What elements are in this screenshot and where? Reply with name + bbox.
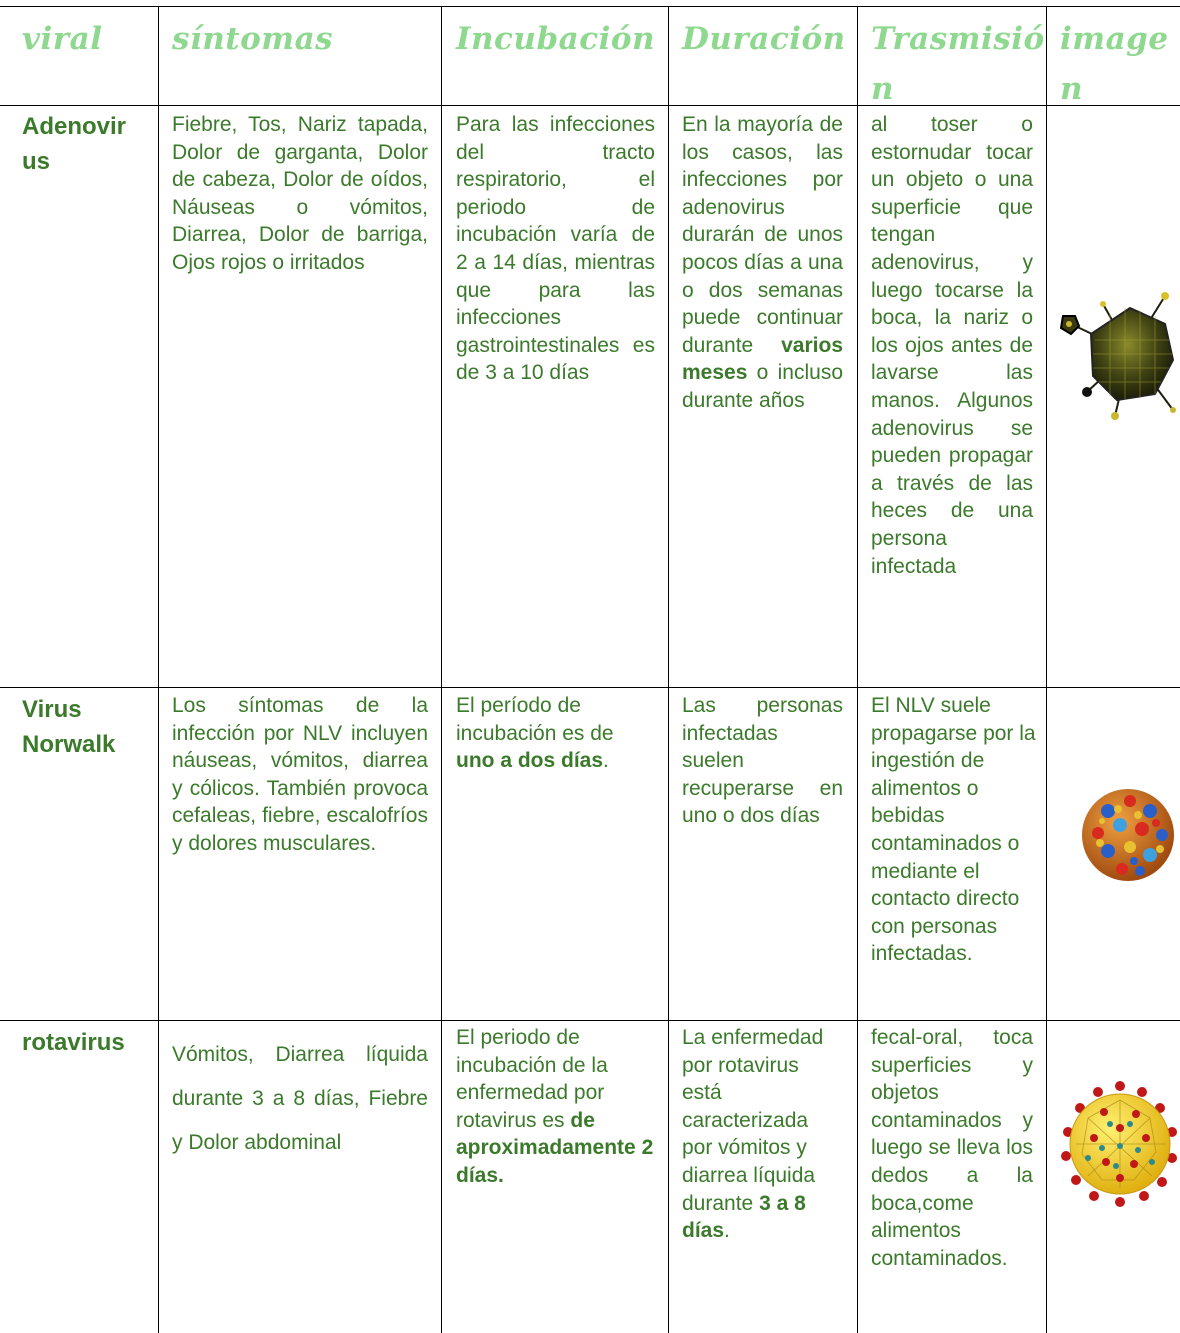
duracion-text: o incluso durante años bbox=[682, 361, 843, 412]
header-duracion: Duración bbox=[682, 21, 846, 57]
col-divider bbox=[668, 7, 669, 1333]
incubacion-text: . bbox=[603, 749, 609, 773]
adenovirus-image bbox=[1055, 290, 1180, 420]
duracion-text: En la mayoría de los casos, las infecciones por adenovirus durarán de unos pocos días a una o dos semanas puede continuar durante bbox=[682, 113, 843, 357]
incubacion-text: El periodo de incubación de la enfermedad por rotavirus es bbox=[456, 1026, 608, 1132]
row-name-line: Adenovir bbox=[22, 113, 127, 140]
header-imagen-line2: n bbox=[1060, 71, 1084, 107]
duracion-text: La enfermedad por rotavirus está caracterizada por vómitos y diarrea líquida durante bbox=[682, 1026, 824, 1215]
incubacion-bold: uno a dos días bbox=[456, 749, 604, 773]
row-name-rotavirus: rotavirus bbox=[22, 1029, 125, 1056]
header-imagen bbox=[1060, 14, 1180, 114]
adenovirus-duracion bbox=[682, 111, 843, 415]
col-divider bbox=[857, 7, 858, 1333]
row-name-line: us bbox=[22, 148, 51, 175]
incubacion-text: El período de incubación es de bbox=[456, 694, 614, 745]
adenovirus-incubacion: Para las infecciones del tracto respiratorio, el periodo de incubación varía de 2 a 14 días, mientras que para las infecciones gastrointestinales es de 3 a 10 días bbox=[456, 113, 655, 385]
norovirus-image bbox=[1078, 785, 1178, 885]
table-border-top bbox=[0, 6, 1180, 7]
rotavirus-incubacion bbox=[456, 1024, 654, 1190]
duracion-bold: 3 a 8 días bbox=[682, 1191, 806, 1243]
header-trasmision-line1: Trasmisió bbox=[871, 21, 1045, 57]
header-imagen-line1: image bbox=[1060, 21, 1169, 57]
header-viral: viral bbox=[22, 21, 103, 57]
header-incubacion: Incubación bbox=[456, 21, 656, 57]
duracion-bold: varios meses bbox=[682, 333, 843, 385]
norwalk-trasmision: El NLV suele propagarse por la ingestión de alimentos o bebidas contaminados o mediante el contacto directo con personas infectadas. bbox=[871, 694, 1036, 966]
norwalk-sintomas: Los síntomas de la infección por NLV incluyen náuseas, vómitos, diarrea y cólicos. También provoca cefaleas, fiebre, escalofríos y dolores musculares. bbox=[172, 694, 428, 855]
incubacion-bold: de aproximadamente 2 días. bbox=[456, 1108, 654, 1187]
rotavirus-image bbox=[1058, 1078, 1180, 1208]
row-name-adenovirus bbox=[22, 109, 154, 179]
row-name-norwalk bbox=[22, 692, 154, 762]
norwalk-duracion: Las personas infectadas suelen recuperarse en uno o dos días bbox=[682, 694, 843, 828]
duracion-text: . bbox=[724, 1219, 730, 1243]
col-divider bbox=[441, 7, 442, 1333]
row-name-line: Virus bbox=[22, 696, 82, 723]
rotavirus-duracion bbox=[682, 1024, 842, 1245]
adenovirus-sintomas: Fiebre, Tos, Nariz tapada, Dolor de garganta, Dolor de cabeza, Dolor de oídos, Náuseas o vómitos, Diarrea, Dolor de barriga, Ojos rojos o irritados bbox=[172, 113, 428, 274]
row-divider bbox=[0, 1020, 1180, 1021]
col-divider bbox=[158, 7, 159, 1333]
norwalk-incubacion bbox=[456, 692, 616, 775]
row-name-line: Norwalk bbox=[22, 731, 116, 758]
header-sintomas: síntomas bbox=[172, 21, 334, 57]
header-trasmision-line2: n bbox=[871, 71, 895, 107]
rotavirus-trasmision: fecal-oral, toca superficies y objetos contaminados y luego se lleva los dedos a la boca,come alimentos contaminados. bbox=[871, 1026, 1033, 1270]
header-trasmision bbox=[871, 14, 1045, 114]
adenovirus-trasmision: al toser o estornudar tocar un objeto o una superficie que tengan adenovirus, y luego tocarse la boca, la nariz o los ojos antes de lavarse las manos. Algunos adenovirus se pueden propagar a través de las heces de una persona infectada bbox=[871, 113, 1033, 578]
rotavirus-sintomas: Vómitos, Diarrea líquida durante 3 a 8 días, Fiebre y Dolor abdominal bbox=[172, 1043, 428, 1154]
row-divider bbox=[0, 687, 1180, 688]
col-divider bbox=[1046, 7, 1047, 1333]
